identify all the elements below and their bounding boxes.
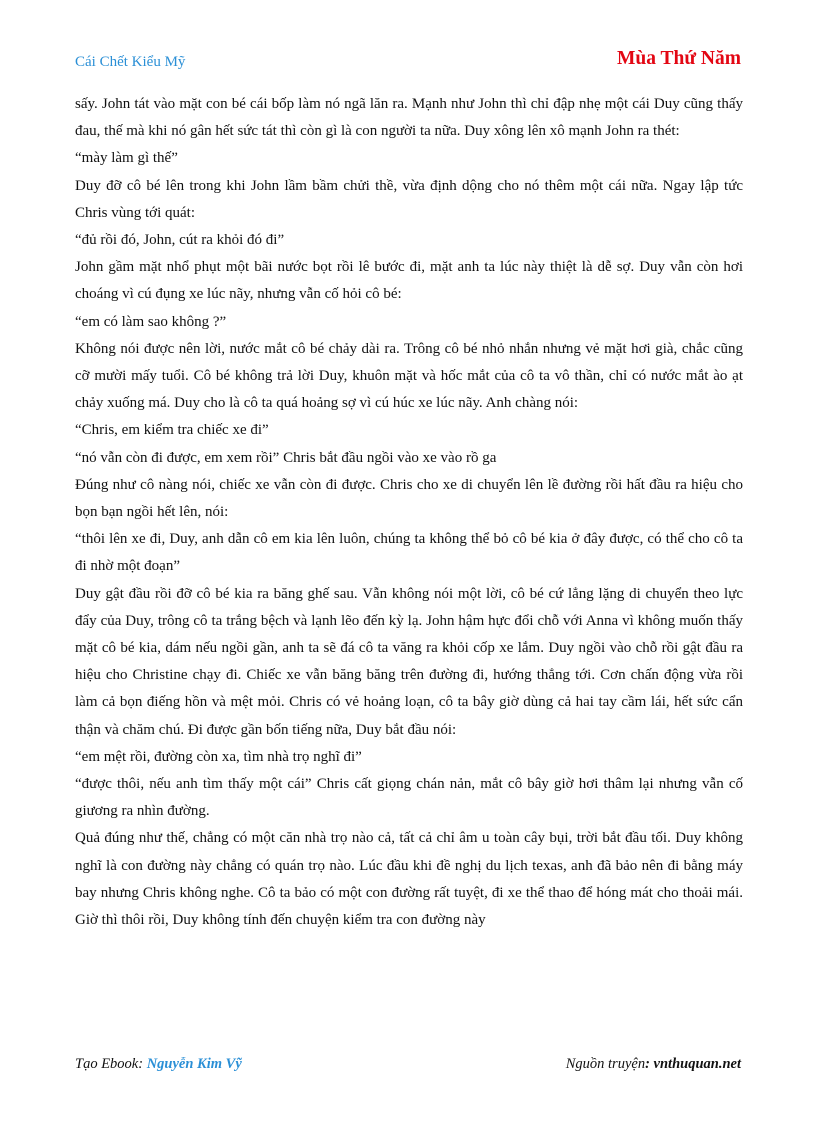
ebook-label: Tạo Ebook [75,1056,139,1072]
source-credit: Nguồn truyện: vnthuquan.net [565,1056,741,1072]
paragraph: Duy gật đầu rồi đỡ cô bé kia ra băng ghế sau. Vẫn không nói một lời, cô bé cứ lẳng lặng di chuyển theo lực đẩy của Duy, trông cô ta trắng bệch và lạnh lẽo đến kỳ lạ. John hậm hực đổi chỗ với Anna vì không muốn thấy mặt cô bé kia, dám nếu ngồi gần, anh ta sẽ đá cô ta văng ra khỏi cốp xe lắm. Duy ngồi vào chỗ rồi gật đầu ra hiệu cho Christine chạy đi. Chiếc xe vẫn băng băng trên đường đi, hướng thẳng tới. Cơn chấn động vừa rồi làm cả bọn điếng hồn và mệt mỏi. Chris có vẻ hoảng loạn, cô ta bây giờ dùng cả hai tay cầm lái, hết sức cẩn thận và chăm chú. Đi được gần bốn tiếng nữa, Duy bắt đầu nói: [75,585,743,738]
paragraph: Duy đỡ cô bé lên trong khi John lầm bầm chửi thề, vừa định dộng cho nó thêm một cái nữa. Ngay lập tức Chris vùng tới quát: [75,177,743,221]
paragraph: “nó vẫn còn đi được, em xem rồi” Chris bắt đầu ngồi vào xe vào rồ ga [75,449,497,466]
paragraph: “mày làm gì thế” [75,150,178,167]
paragraph: “em mệt rồi, đường còn xa, tìm nhà trọ nghĩ đi” [75,748,362,765]
ebook-credit: Tạo Ebook: Nguyễn Kim Vỹ [75,1056,242,1072]
paragraph: “Chris, em kiểm tra chiếc xe đi” [75,422,269,439]
paragraph: “em có làm sao không ?” [75,313,227,330]
source-site: vnthuquan.net [653,1056,741,1072]
paragraph: sấy. John tát vào mặt con bé cái bốp làm nó ngã lăn ra. Mạnh như John thì chỉ đập nhẹ một cái Duy cũng thấy đau, thế mà khi nó gân hết sức tát thì còn gì là con người ta nữa. Duy xông lên xô mạnh John ra thét: [75,96,743,140]
paragraph: Không nói được nên lời, nước mắt cô bé chảy dài ra. Trông cô bé nhỏ nhắn nhưng vẻ mặt hơi già, chắc cũng cỡ mười mấy tuổi. Cô bé không trả lời Duy, khuôn mặt và hốc mắt của cô ta vô thần, chỉ có nước mắt ào ạt chảy xuống má. Duy cho là cô ta quá hoảng sợ vì cú húc xe lúc nãy. Anh chàng nói: [75,340,743,412]
paragraph: “được thôi, nếu anh tìm thấy một cái” Chris cất giọng chán nản, mắt cô bây giờ hơi thâm lại nhưng vẫn cố giương ra nhìn đường. [75,776,743,820]
chapter-title: Mùa Thứ Năm [616,48,741,69]
ebook-author: Nguyễn Kim Vỹ [146,1056,242,1072]
paragraph: Quả đúng như thế, chẳng có một căn nhà trọ nào cả, tất cả chỉ âm u toàn cây bụi, trời bắt đầu tối. Duy không nghĩ là con đường này chẳng có quán trọ nào. Lúc đầu khi đề nghị du lịch texas, anh đã bảo nên đi bằng máy bay nhưng Chris không nghe. Cô ta bảo có một con đường rất tuyệt, đi xe thể thao để hóng mát cho thoải mái. Giờ thì thôi rồi, Duy không tính đến chuyện kiểm tra con đường này [75,830,743,929]
book-title: Cái Chết Kiểu Mỹ [75,54,186,70]
source-label: Nguồn truyện [565,1056,646,1072]
paragraph: Đúng như cô nàng nói, chiếc xe vẫn còn đi được. Chris cho xe di chuyển lên lề đường rồi hất đầu ra hiệu cho bọn bạn ngồi hết lên, nói: [75,476,743,521]
paragraph: John gầm mặt nhổ phụt một bãi nước bọt rồi lê bước đi, mặt anh ta lúc này thiệt là dễ sợ. Duy vẫn còn hơi choáng vì cú đụng xe lúc nãy, nhưng vẫn cố hỏi cô bé: [75,259,743,303]
paragraph: “thôi lên xe đi, Duy, anh dẫn cô em kia lên luôn, chúng ta không thể bỏ cô bé kia ở đây được, có thể cho cô ta đi nhờ một đoạn” [75,531,743,575]
story-body [75,91,743,934]
paragraph: “đủ rồi đó, John, cút ra khỏi đó đi” [75,232,285,249]
page-footer [75,1056,741,1078]
page-header [75,48,741,76]
